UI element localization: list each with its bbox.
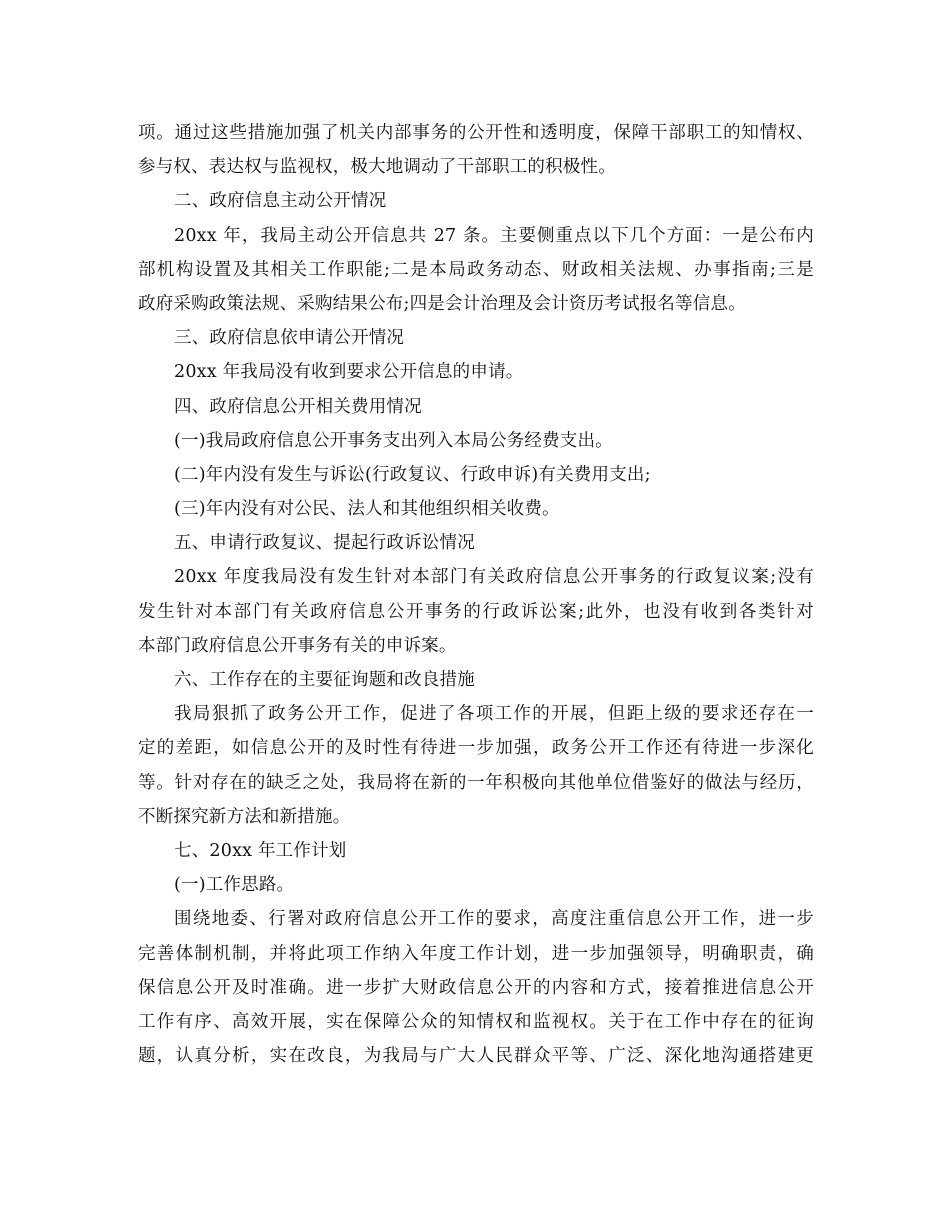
text-line: 定的差距，如信息公开的及时性有待进一步加强，政务公开工作还有待进一步深化 [138, 738, 814, 759]
text-line: 四、政府信息公开相关费用情况 [174, 396, 422, 417]
text-line: (二)年内没有发生与诉讼(行政复议、行政申诉)有关费用支出; [174, 464, 651, 485]
text-line: 题，认真分析，实在改良，为我局与广大人民群众平等、广泛、深化地沟通搭建更 [138, 1046, 814, 1067]
text-line: 项。通过这些措施加强了机关内部事务的公开性和透明度，保障干部职工的知情权、 [138, 123, 814, 143]
text-line: 政府采购政策法规、采购结果公布;四是会计治理及会计资历考试报名等信息。 [138, 293, 746, 314]
text-line: 20xx 年，我局主动公开信息共 27 条。主要侧重点以下几个方面：一是公布内 [174, 225, 814, 246]
text-line: 20xx 年我局没有收到要求公开信息的申请。 [174, 362, 524, 383]
text-line: 工作有序、高效开展，实在保障公众的知情权和监视权。关于在工作中存在的征询 [138, 1011, 814, 1032]
text-line: (三)年内没有对公民、法人和其他组织相关收费。 [174, 499, 560, 520]
text-line: 保信息公开及时准确。进一步扩大财政信息公开的内容和方式，接着推进信息公开 [138, 977, 814, 998]
text-line: (一)我局政府信息公开事务支出列入本局公务经费支出。 [174, 430, 613, 451]
text-line: 发生针对本部门有关政府信息公开事务的行政诉讼案;此外，也没有收到各类针对 [138, 601, 814, 622]
text-line: 七、20xx 年工作计划 [174, 840, 347, 861]
text-line: 不断探究新方法和新措施。 [138, 806, 351, 827]
text-line: 三、政府信息依申请公开情况 [174, 328, 405, 349]
text-line: 六、工作存在的主要征询题和改良措施 [174, 670, 475, 690]
text-line: 二、政府信息主动公开情况 [174, 191, 387, 212]
text-line: (一)工作思路。 [174, 875, 295, 896]
document-body [138, 116, 814, 1073]
text-line: 等。针对存在的缺乏之处，我局将在新的一年积极向其他单位借鉴好的做法与经历， [138, 772, 814, 793]
text-line: 参与权、表达权与监视权，极大地调动了干部职工的积极性。 [138, 157, 616, 178]
text-line: 围绕地委、行署对政府信息公开工作的要求，高度注重信息公开工作，进一步 [174, 909, 814, 930]
text-line: 五、申请行政复议、提起行政诉讼情况 [174, 533, 475, 554]
text-line: 完善体制机制，并将此项工作纳入年度工作计划，进一步加强领导，明确职责，确 [138, 943, 814, 964]
text-line: 部机构设置及其相关工作职能;二是本局政务动态、财政相关法规、办事指南;三是 [138, 259, 814, 280]
text-line: 我局狠抓了政务公开工作，促进了各项工作的开展，但距上级的要求还存在一 [174, 704, 814, 725]
text-line: 20xx 年度我局没有发生针对本部门有关政府信息公开事务的行政复议案;没有 [174, 567, 814, 588]
text-line: 本部门政府信息公开事务有关的申诉案。 [138, 635, 457, 656]
